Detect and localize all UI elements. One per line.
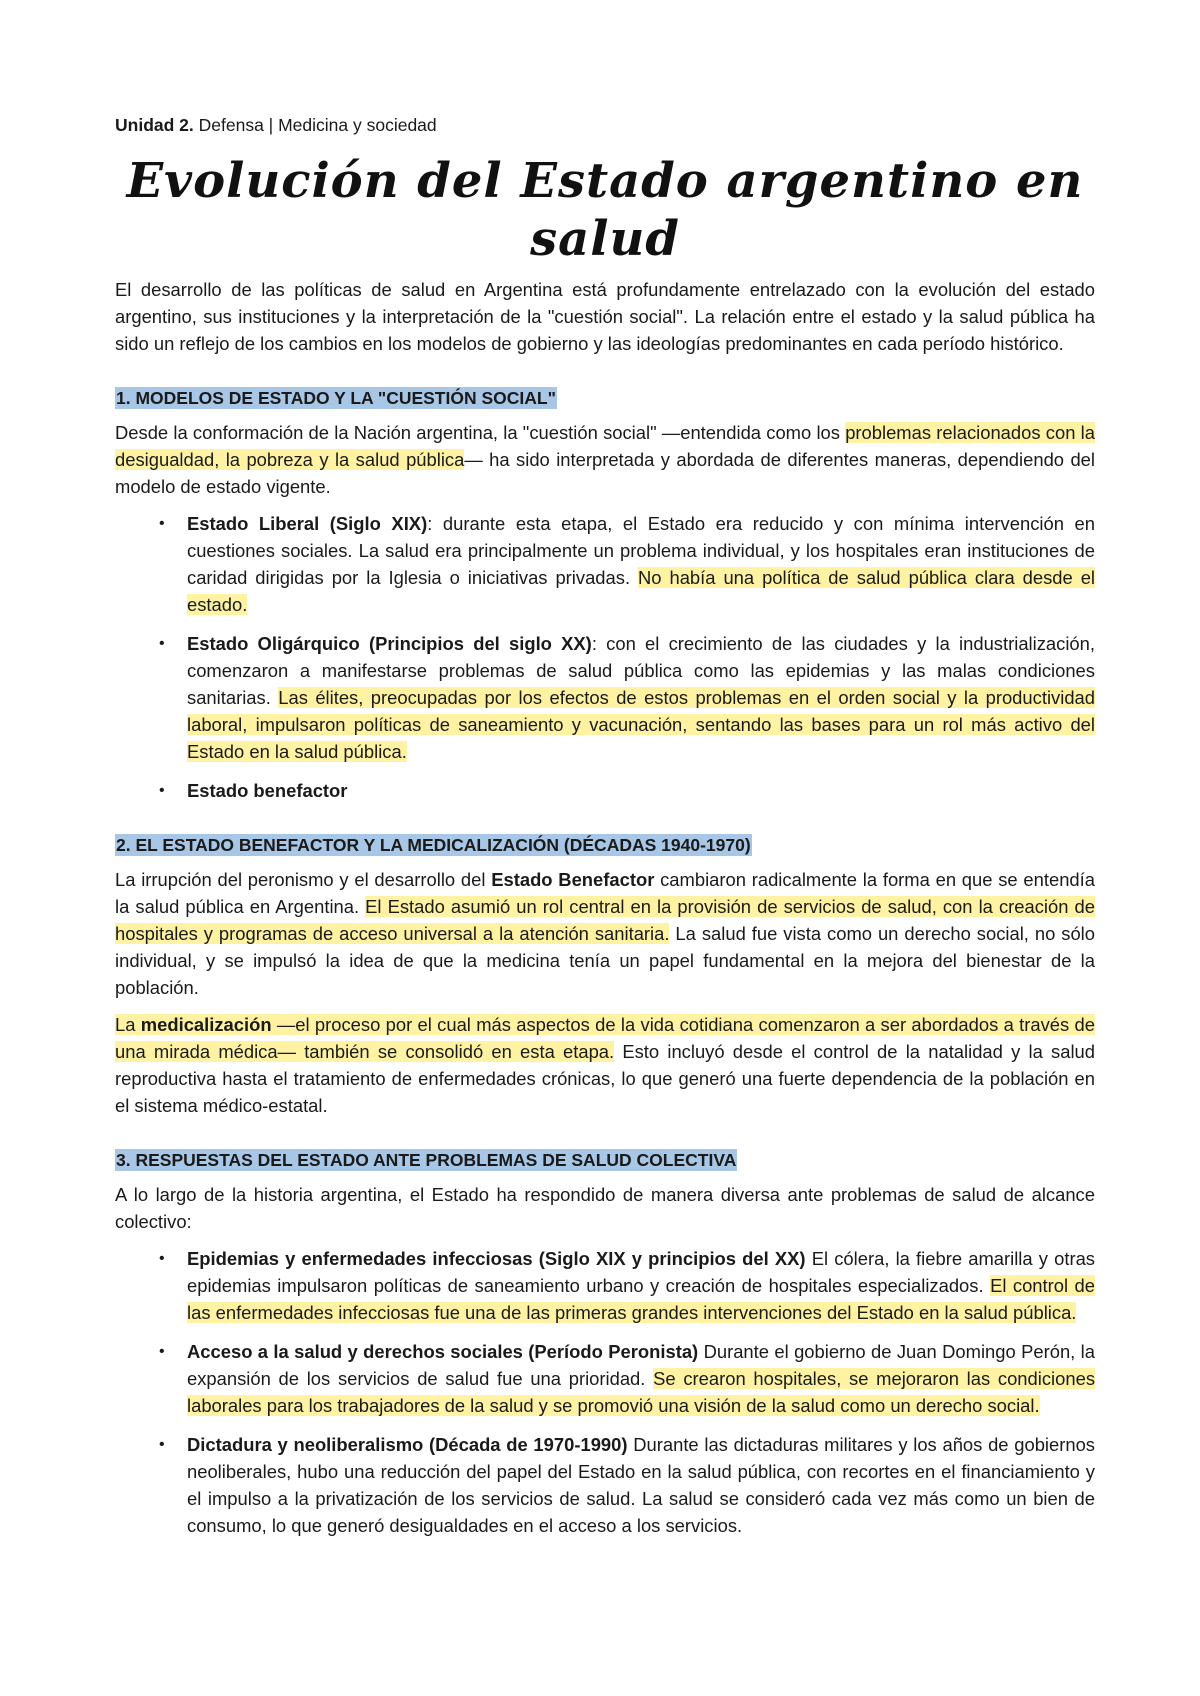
highlight: Las élites, preocupadas por los efectos de estos problemas en el orden social y la productividad laboral, impulsaron políticas de saneamiento y vacunación, sentando las bases para un rol más activo del Estado en la salud pública.: [187, 687, 1095, 762]
bullet-icon: •: [159, 782, 165, 799]
list-item: • Estado benefactor: [187, 777, 1095, 804]
highlight: Se crearon hospitales, se mejoraron las condiciones laborales para los trabajadores de la salud y se promovió una visión de la salud como un derecho social.: [187, 1368, 1096, 1416]
document-content: [115, 112, 1095, 1551]
highlight: El Estado asumió un rol central en la provisión de servicios de salud, con la creación de hospitales y programas de acceso universal a la atención sanitaria.: [115, 896, 1095, 944]
highlight-bold: medicalización: [140, 1014, 272, 1035]
intro-paragraph: El desarrollo de las políticas de salud en Argentina está profundamente entrelazado con la evolución del estado argentino, sus instituciones y la interpretación de la "cuestión social". La relación entre el estado y la salud pública ha sido un reflejo de los cambios en los modelos de gobierno y las ideologías predominantes en cada período histórico.: [115, 279, 1095, 354]
list-item: • Epidemias y enfermedades infecciosas (Siglo XIX y principios del XX) El cólera, la fiebre amarilla y otras epidemias impulsaron políticas de saneamiento urbano y creación de hospitales especializados. El control de las enfermedades infecciosas fue una de las primeras grandes intervenciones del Estado en la salud pública.: [187, 1245, 1095, 1326]
highlight: El control de las enfermedades infecciosas fue una de las primeras grandes intervenciones del Estado en la salud pública.: [187, 1275, 1095, 1323]
bullet-icon: •: [159, 1436, 165, 1453]
bullet-icon: •: [159, 515, 165, 532]
bullet-icon: •: [159, 1250, 165, 1267]
state-responses-list: [115, 1245, 1095, 1539]
section-1-paragraph: Desde la conformación de la Nación argentina, la "cuestión social" —entendida como los problemas relacionados con la desigualdad, la pobreza y la salud pública— ha sido interpretada y abordada de diferentes maneras, dependiendo del modelo de estado vigente.: [115, 422, 1095, 497]
section-2-paragraph-1: La irrupción del peronismo y el desarrollo del Estado Benefactor cambiaron radicalmente la forma en que se entendía la salud pública en Argentina. El Estado asumió un rol central en la provisión de servicios de salud, con la creación de hospitales y programas de acceso universal a la atención sanitaria. La salud fue vista como un derecho social, no sólo individual, y se impulsó la idea de que la medicina tenía un papel fundamental en la mejora del bienestar de la población.: [115, 869, 1095, 998]
unit-header: [115, 112, 1095, 138]
unit-label: Unidad 2.: [115, 115, 194, 135]
highlight: No había una política de salud pública clara desde el estado.: [187, 567, 1096, 615]
list-item: • Estado Oligárquico (Principios del siglo XX): con el crecimiento de las ciudades y la industrialización, comenzaron a manifestarse problemas de salud pública como las epidemias y las malas condiciones sanitarias. Las élites, preocupadas por los efectos de estos problemas en el orden social y la productividad laboral, impulsaron políticas de saneamiento y vacunación, sentando las bases para un rol más activo del Estado en la salud pública.: [187, 630, 1095, 765]
section-1-heading: 1. MODELOS DE ESTADO Y LA "CUESTIÓN SOCIAL": [116, 388, 556, 408]
highlight: —el proceso por el cual más aspectos de la vida cotidiana comenzaron a ser abordados a través de una mirada médica— también se consolidó en esta etapa.: [115, 1014, 1095, 1062]
section-3-intro: A lo largo de la historia argentina, el Estado ha respondido de manera diversa ante problemas de salud de alcance colectivo:: [115, 1184, 1095, 1232]
section-3-heading: 3. RESPUESTAS DEL ESTADO ANTE PROBLEMAS DE SALUD COLECTIVA: [116, 1150, 737, 1170]
state-models-list: [115, 510, 1095, 804]
list-item: • Dictadura y neoliberalismo (Década de 1970-1990) Durante las dictaduras militares y los años de gobiernos neoliberales, hubo una reducción del papel del Estado en la salud pública, con recortes en el financiamiento y el impulso a la privatización de los servicios de salud. La salud se consideró cada vez más como un bien de consumo, lo que generó desigualdades en el acceso a los servicios.: [187, 1431, 1095, 1539]
section-2-paragraph-2: La medicalización —el proceso por el cual más aspectos de la vida cotidiana comenzaron a ser abordados a través de una mirada médica— también se consolidó en esta etapa. Esto incluyó desde el control de la natalidad y la salud reproductiva hasta el tratamiento de enfermedades crónicas, lo que generó una fuerte dependencia de la población en el sistema médico-estatal.: [115, 1014, 1095, 1116]
list-item: • Acceso a la salud y derechos sociales (Período Peronista) Durante el gobierno de Juan Domingo Perón, la expansión de los servicios de salud fue una prioridad. Se crearon hospitales, se mejoraron las condiciones laborales para los trabajadores de la salud y se promovió una visión de la salud como un derecho social.: [187, 1338, 1095, 1419]
document-title: Evolución del Estado argentino en salud: [126, 153, 1084, 267]
bullet-icon: •: [159, 635, 165, 652]
list-item: • Estado Liberal (Siglo XIX): durante esta etapa, el Estado era reducido y con mínima intervención en cuestiones sociales. La salud era principalmente un problema individual, y los hospitales eran instituciones de caridad dirigidas por la Iglesia o iniciativas privadas. No había una política de salud pública clara desde el estado.: [187, 510, 1095, 618]
section-2-heading: 2. EL ESTADO BENEFACTOR Y LA MEDICALIZACIÓN (DÉCADAS 1940-1970): [116, 835, 751, 855]
unit-subject: Defensa | Medicina y sociedad: [193, 115, 437, 135]
highlight: La: [115, 1014, 141, 1035]
bullet-icon: •: [159, 1343, 165, 1360]
highlight: problemas relacionados con la desigualdad, la pobreza y la salud pública: [115, 422, 1095, 470]
